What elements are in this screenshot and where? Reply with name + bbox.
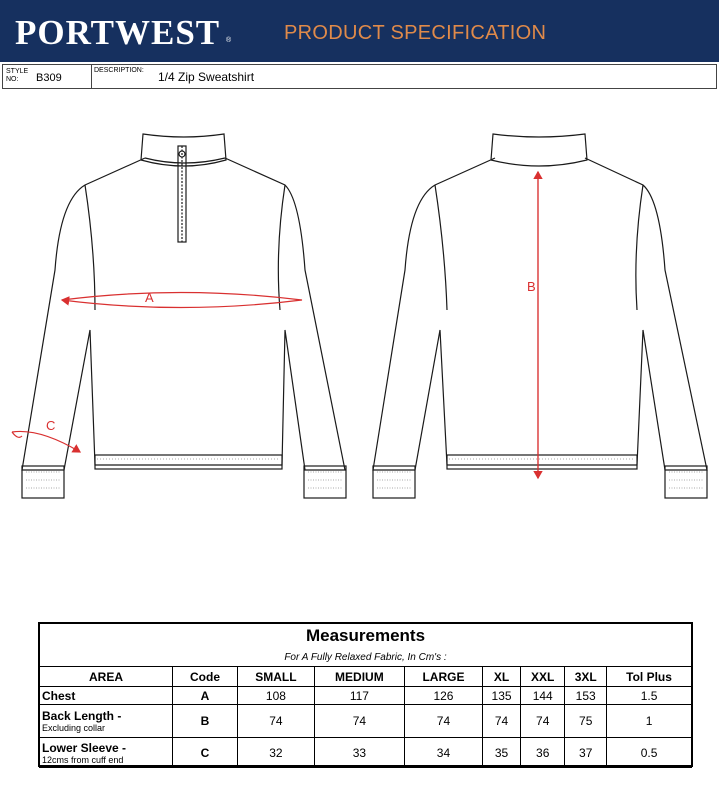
table-title: Measurements xyxy=(305,626,426,645)
cell-value: 117 xyxy=(314,687,404,705)
label-c: C xyxy=(46,418,56,433)
cell-value: 108 xyxy=(238,687,315,705)
row-area-sub: Excluding collar xyxy=(42,723,106,733)
cell-value: 74 xyxy=(404,705,482,738)
back-view-drawing xyxy=(355,110,719,510)
description-label: DESCRIPTION: xyxy=(94,67,144,74)
cell-value: 33 xyxy=(314,738,404,768)
row-area-title: Lower Sleeve - xyxy=(42,740,127,755)
row-area-title: Back Length - xyxy=(42,709,122,723)
cell-value: 74 xyxy=(238,705,315,738)
label-a: A xyxy=(145,290,154,305)
header-banner xyxy=(0,0,719,62)
cell-value: 74 xyxy=(314,705,404,738)
col-tol: Tol Plus xyxy=(607,667,692,687)
table-subtitle: For A Fully Relaxed Fabric, In Cm's : xyxy=(284,652,447,663)
cell-value: 74 xyxy=(521,705,565,738)
cell-value: 34 xyxy=(404,738,482,768)
style-value: B309 xyxy=(36,72,62,84)
col-xxl: XXL xyxy=(521,667,565,687)
row-area-sub: 12cms from cuff end xyxy=(42,754,124,765)
cell-value: 37 xyxy=(565,738,607,768)
info-bar xyxy=(2,64,717,89)
cell-value: 32 xyxy=(238,738,315,768)
measurements-grid xyxy=(39,666,692,768)
col-area: AREA xyxy=(40,667,173,687)
header-row xyxy=(40,667,692,687)
col-xl: XL xyxy=(482,667,520,687)
row-code: C xyxy=(173,738,238,768)
row-area: Chest xyxy=(40,687,173,705)
table-row xyxy=(40,738,692,768)
row-code: B xyxy=(173,705,238,738)
cell-value: 153 xyxy=(565,687,607,705)
table-row xyxy=(40,687,692,705)
col-3xl: 3XL xyxy=(565,667,607,687)
description-value: 1/4 Zip Sweatshirt xyxy=(158,70,255,84)
col-code: Code xyxy=(173,667,238,687)
cell-value: 74 xyxy=(482,705,520,738)
col-medium: MEDIUM xyxy=(314,667,404,687)
cell-value: 144 xyxy=(521,687,565,705)
cell-value: 126 xyxy=(404,687,482,705)
row-code: A xyxy=(173,687,238,705)
page-title: PRODUCT SPECIFICATION xyxy=(284,22,547,44)
cell-tol: 1 xyxy=(607,705,692,738)
table-row xyxy=(40,705,692,738)
col-small: SMALL xyxy=(238,667,315,687)
front-view-drawing xyxy=(0,110,360,510)
cell-tol: 1.5 xyxy=(607,687,692,705)
col-large: LARGE xyxy=(404,667,482,687)
cell-value: 75 xyxy=(565,705,607,738)
brand-logo: PORTWEST xyxy=(15,13,221,52)
cell-value: 135 xyxy=(482,687,520,705)
style-label: STYLE NO: xyxy=(6,68,29,83)
label-b: B xyxy=(527,279,536,294)
cell-tol: 0.5 xyxy=(607,738,692,768)
row-area xyxy=(40,705,173,738)
row-area xyxy=(40,738,173,768)
registered-mark: ® xyxy=(226,37,232,44)
measurements-table xyxy=(38,622,693,767)
cell-value: 35 xyxy=(482,738,520,768)
info-divider xyxy=(91,65,92,88)
cell-value: 36 xyxy=(521,738,565,768)
